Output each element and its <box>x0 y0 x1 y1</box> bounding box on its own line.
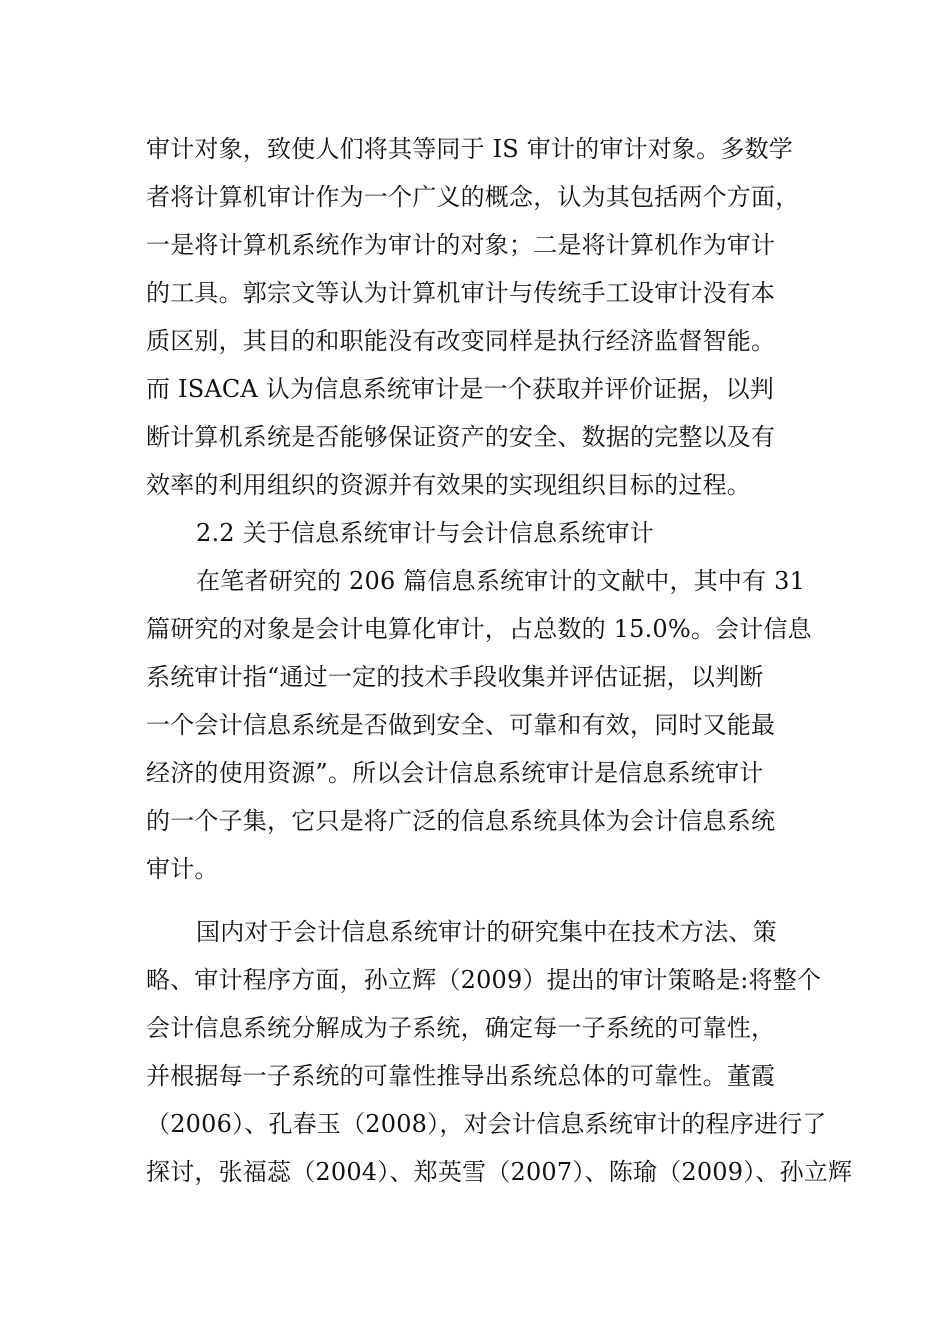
text-line: （2006）、孔春玉（2008），对会计信息系统审计的程序进行了 <box>146 1110 827 1138</box>
text-line: 效率的利用组织的资源并有效果的实现组织目标的过程。 <box>146 471 751 499</box>
text-line: 国内对于会计信息系统审计的研究集中在技术方法、策 <box>196 918 777 946</box>
text-line: 篇研究的对象是会计电算化审计，占总数的 15.0%。会计信息 <box>146 615 812 643</box>
text-line: 质区别，其目的和职能没有改变同样是执行经济监督智能。 <box>146 327 776 355</box>
text-line: 会计信息系统分解成为子系统，确定每一子系统的可靠性， <box>146 1014 776 1042</box>
text-line: 的一个子集，它只是将广泛的信息系统具体为会计信息系统 <box>146 807 776 835</box>
text-line: 经济的使用资源”。所以会计信息系统审计是信息系统审计 <box>146 759 764 787</box>
text-line: 审计。 <box>146 855 219 883</box>
text-line: 断计算机系统是否能够保证资产的安全、数据的完整以及有 <box>146 423 776 451</box>
text-line: 一个会计信息系统是否做到安全、可靠和有效，同时又能最 <box>146 711 776 739</box>
text-line: 并根据每一子系统的可靠性推导出系统总体的可靠性。董霞 <box>146 1062 776 1090</box>
text-line: 者将计算机审计作为一个广义的概念，认为其包括两个方面， <box>146 183 800 211</box>
section-heading: 2.2 关于信息系统审计与会计信息系统审计 <box>196 519 654 547</box>
text-line: 一是将计算机系统作为审计的对象；二是将计算机作为审计 <box>146 231 776 259</box>
text-line: 在笔者研究的 206 篇信息系统审计的文献中，其中有 31 <box>196 567 806 595</box>
text-line: 探讨，张福蕊（2004）、郑英雪（2007）、陈瑜（2009）、孙立辉 <box>146 1158 853 1186</box>
text-line: 审计对象，致使人们将其等同于 IS 审计的审计对象。多数学 <box>146 135 793 163</box>
text-line: 而 ISACA 认为信息系统审计是一个获取并评价证据，以判 <box>146 375 775 403</box>
text-line: 的工具。郭宗文等认为计算机审计与传统手工设审计没有本 <box>146 279 776 307</box>
text-line: 系统审计指“通过一定的技术手段收集并评估证据，以判断 <box>146 663 764 691</box>
text-line: 略、审计程序方面，孙立辉（2009）提出的审计策略是:将整个 <box>146 966 822 994</box>
